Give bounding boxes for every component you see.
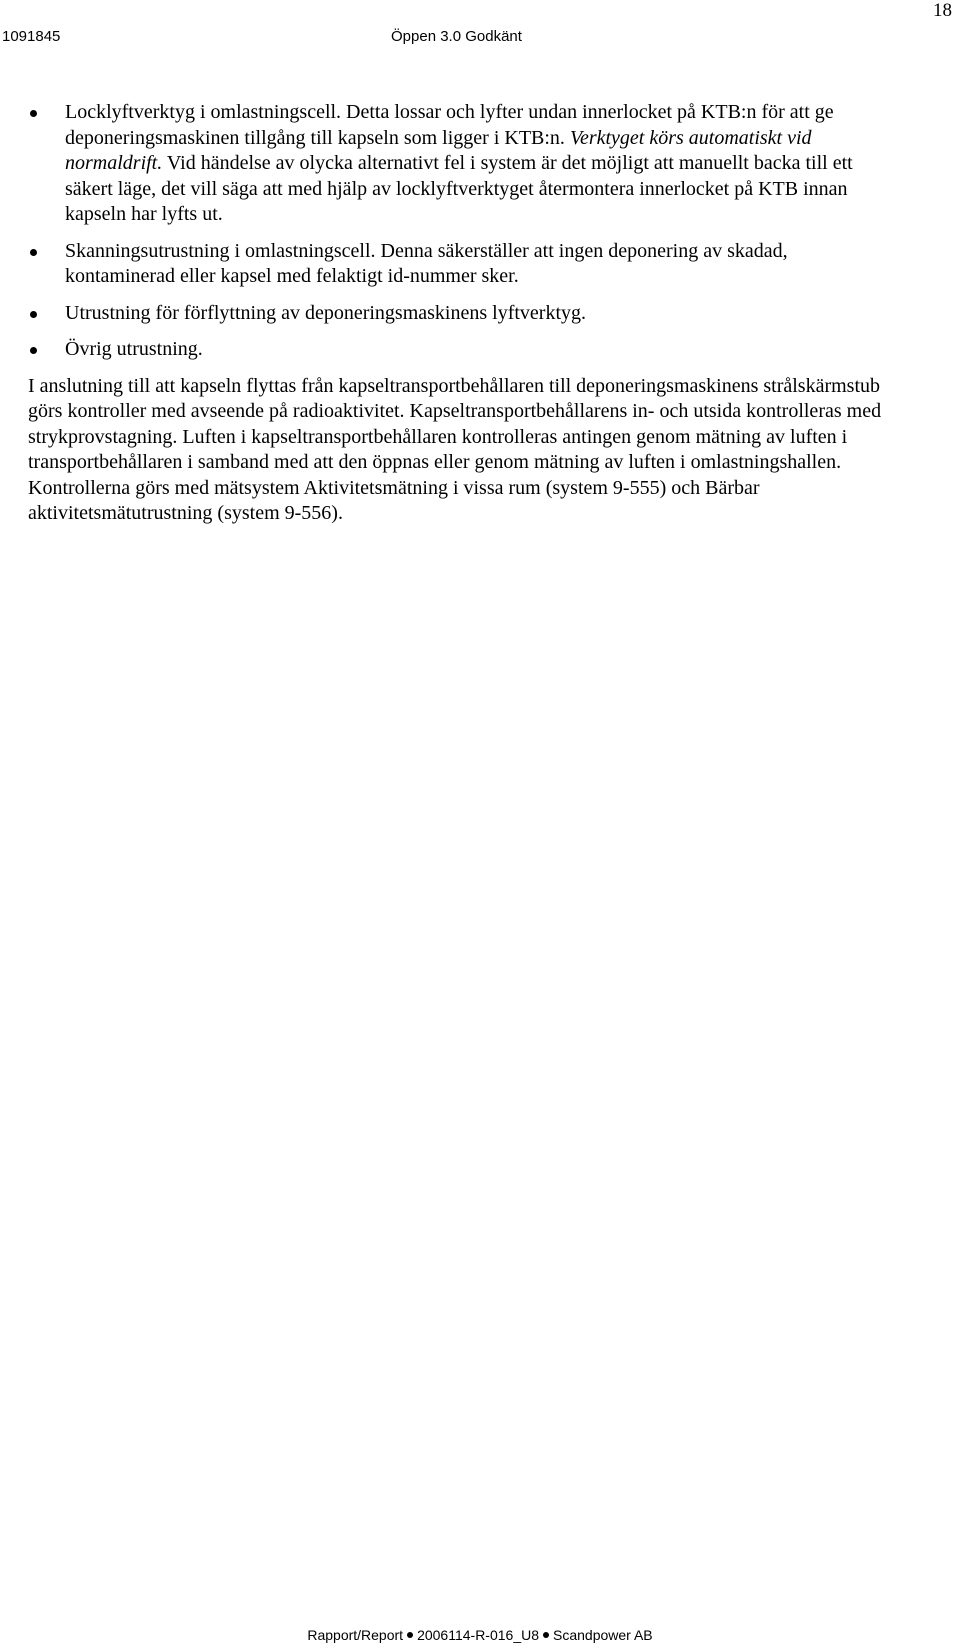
- page-footer: [0, 1627, 960, 1643]
- bullet-item-utrustning: [28, 301, 888, 327]
- bullet-text: Övrig utrustning.: [65, 338, 203, 360]
- footer-separator-icon: [543, 1632, 549, 1638]
- bullet-item-ovrig: [28, 337, 888, 363]
- bullet-list: [28, 100, 888, 363]
- bullet-item-locklyftverktyg: [28, 100, 888, 228]
- bullet-text: Vid händelse av olycka alternativt fel i system är det möjligt att manuellt backa till ett säkert läge, det vill säga att med hjälp av locklyftverktyget återmontera innerlocket på KTB innan kapseln har lyfts ut.: [65, 152, 853, 225]
- bullet-icon: [30, 347, 37, 354]
- bullet-item-skanningsutrustning: [28, 239, 888, 290]
- document-body: [28, 100, 888, 527]
- footer-separator-icon: [407, 1632, 413, 1638]
- document-id: 1091845: [2, 28, 61, 45]
- footer-report-number: 2006114-R-016_U8: [417, 1627, 540, 1643]
- bullet-text-italic: Verktyget körs automatiskt vid normaldrift.: [65, 126, 812, 174]
- bullet-text: Utrustning för förflyttning av deponeringsmaskinens lyftverktyg.: [65, 301, 587, 324]
- bullet-icon: [30, 110, 37, 117]
- footer-company: Scandpower AB: [553, 1627, 653, 1643]
- bullet-text: Skanningsutrustning i omlastningscell. Denna säkerställer att ingen deponering av skadad, kontaminerad eller kapsel med felaktigt id-nummer sker.: [65, 239, 788, 287]
- bullet-text: Locklyftverktyg i omlastningscell. Detta lossar och lyfter undan innerlocket på KTB:n för att ge deponeringsmaskinen tillgång till kapseln som ligger i KTB:n.: [65, 101, 834, 149]
- body-paragraph: I anslutning till att kapseln flyttas från kapseltransportbehållaren till deponeringsmaskinens strålskärmstub görs kontroller med avseende på radioaktivitet. Kapseltransportbehållarens in- och utsida kontrolleras med strykprovstagning. Luften i kapseltransportbehållaren kontrolleras antingen genom mätning av luften i transportbehållaren i samband med att den öppnas eller genom mätning av luften i omlastningshallen. Kontrollerna görs med mätsystem Aktivitetsmätning i vissa rum (system 9-555) och Bärbar aktivitetsmätutrustning (system 9-556).: [28, 374, 882, 524]
- page-number: 18: [933, 0, 952, 21]
- bullet-icon: [30, 311, 37, 318]
- document-status: Öppen 3.0 Godkänt: [391, 28, 522, 45]
- footer-report-label: Rapport/Report: [307, 1627, 404, 1643]
- bullet-icon: [30, 249, 37, 256]
